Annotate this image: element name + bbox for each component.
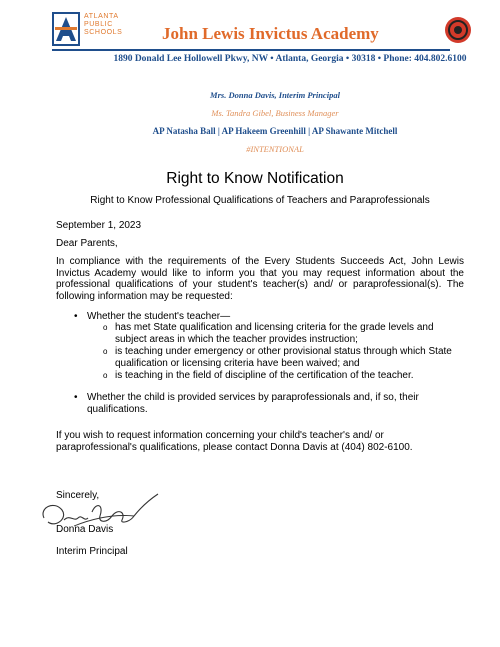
district-line: SCHOOLS xyxy=(84,29,123,36)
sub-bullet-circle: o xyxy=(103,347,108,356)
sub-bullet-item: is teaching under emergency or other provisional status through which State qualification or licensing criteria have been waived; and xyxy=(115,346,452,369)
signer-title: Interim Principal xyxy=(56,546,128,557)
sub-bullet-item: is teaching in the field of discipline of the certification of the teacher. xyxy=(115,370,414,381)
sub-bullet-item: has met State qualification and licensing criteria for the grade levels and subject areas in which the teacher provides instruction; xyxy=(115,322,434,345)
school-motto: #INTENTIONAL xyxy=(246,144,304,154)
atlanta-public-schools-logo xyxy=(52,12,80,46)
assistant-principals-line: AP Natasha Ball | AP Hakeem Greenhill | AP Shawante Mitchell xyxy=(152,126,398,136)
greeting: Dear Parents, xyxy=(56,238,118,249)
bullet-dot: • xyxy=(74,392,78,403)
bullet-item: Whether the child is provided services by paraprofessionals and, if so, their qualifications. xyxy=(87,392,419,415)
district-line: ATLANTA xyxy=(84,13,119,20)
signer-name: Donna Davis xyxy=(56,524,114,535)
bullet-dot: • xyxy=(74,311,78,322)
school-name: John Lewis Invictus Academy xyxy=(162,24,379,43)
principal-line: Mrs. Donna Davis, Interim Principal xyxy=(210,90,340,100)
sub-bullet-circle: o xyxy=(103,371,108,380)
letter-date: September 1, 2023 xyxy=(56,220,142,231)
district-line: PUBLIC xyxy=(84,21,113,28)
closing-paragraph: If you wish to request information concerning your child's teacher's and/ or paraprofessional's qualifications, please contact Donna Davis at (404) 802-6100. xyxy=(56,430,413,453)
sign-off: Sincerely, xyxy=(56,490,100,501)
document-title: Right to Know Notification xyxy=(166,170,344,187)
letterhead xyxy=(0,0,500,80)
school-seal-icon xyxy=(444,16,472,44)
bullet-item: Whether the student's teacher— xyxy=(87,311,231,322)
district-name xyxy=(84,13,122,37)
school-address: 1890 Donald Lee Hollowell Pkwy, NW • Atlanta, Georgia • 30318 • Phone: 404.802.6100 xyxy=(113,54,467,64)
business-manager-line: Ms. Tandra Gibel, Business Manager xyxy=(211,108,339,118)
sub-bullet-circle: o xyxy=(103,323,108,332)
letterhead-divider xyxy=(52,49,450,51)
intro-paragraph: In compliance with the requirements of the Every Students Succeeds Act, John Lewis Invictus Academy would like to inform you that you may request information about the professional qualifications of your student's teacher(s) and/ or paraprofessional(s). The following information may be requested: xyxy=(56,256,464,302)
document-subtitle: Right to Know Professional Qualifications of Teachers and Paraprofessionals xyxy=(90,195,430,206)
